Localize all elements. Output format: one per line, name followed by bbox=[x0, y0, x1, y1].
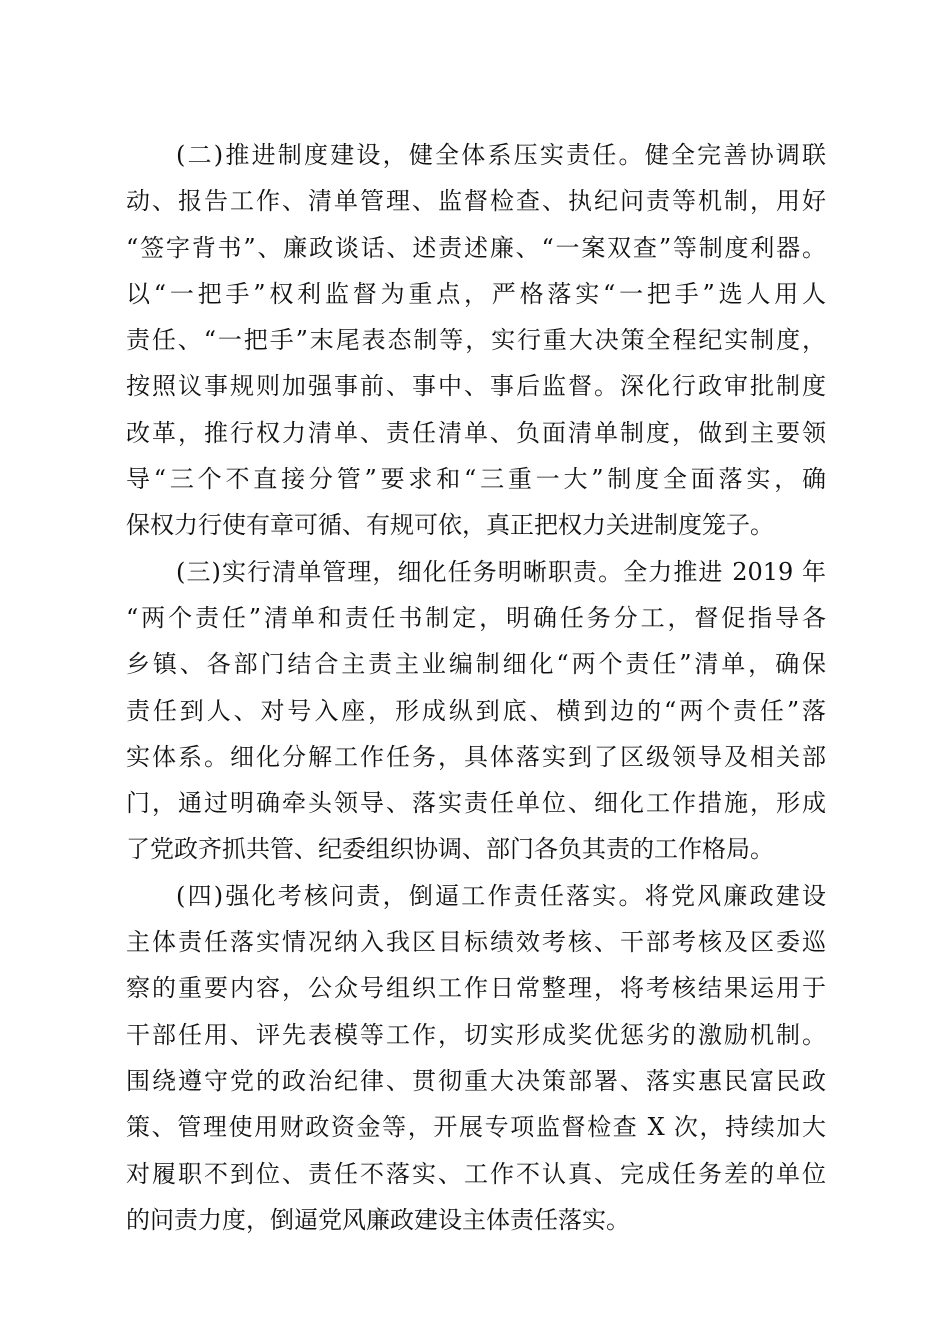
text-line: 主体责任落实情况纳入我区目标绩效考核、干部考核及区委巡 bbox=[126, 928, 826, 957]
text-line: 乡镇、各部门结合主责主业编制细化“两个责任”清单，确保 bbox=[126, 650, 826, 679]
text-line: 干部任用、评先表模等工作，切实形成奖优惩劣的激励机制。 bbox=[126, 1020, 826, 1049]
text-line: 动、报告工作、清单管理、监督检查、执纪问责等机制，用好 bbox=[126, 187, 826, 216]
text-line: (二)推进制度建设，健全体系压实责任。健全完善协调联 bbox=[176, 141, 826, 169]
text-line: 导“三个不直接分管”要求和“三重一大”制度全面落实，确 bbox=[126, 465, 826, 494]
text-line: 责任、“一把手”末尾表态制等，实行重大决策全程纪实制度， bbox=[126, 326, 826, 355]
text-line: 保权力行使有章可循、有规可依，真正把权力关进制度笼子。 bbox=[126, 511, 774, 540]
text-line: 了党政齐抓共管、纪委组织协调、部门各负其责的工作格局。 bbox=[126, 835, 774, 864]
text-line: “两个责任”清单和责任书制定，明确任务分工，督促指导各 bbox=[126, 603, 826, 632]
document-body bbox=[126, 132, 826, 1243]
text-line: 改革，推行权力清单、责任清单、负面清单制度，做到主要领 bbox=[126, 418, 826, 447]
paragraph-4 bbox=[126, 873, 826, 1243]
text-line: 围绕遵守党的政治纪律、贯彻重大决策部署、落实惠民富民政 bbox=[126, 1066, 826, 1095]
text-line: 策、管理使用财政资金等，开展专项监督检查 X 次，持续加大 bbox=[126, 1113, 826, 1142]
text-line: 的问责力度，倒逼党风廉政建设主体责任落实。 bbox=[126, 1205, 630, 1234]
text-line: (四)强化考核问责，倒逼工作责任落实。将党风廉政建设 bbox=[176, 881, 826, 910]
text-line: 实体系。细化分解工作任务，具体落实到了区级领导及相关部 bbox=[126, 742, 826, 771]
text-line: (三)实行清单管理，细化任务明晰职责。全力推进 2019 年 bbox=[176, 557, 826, 586]
text-line: “签字背书”、廉政谈话、述责述廉、“一案双查”等制度利器。 bbox=[126, 233, 826, 262]
text-line: 对履职不到位、责任不落实、工作不认真、完成任务差的单位 bbox=[126, 1159, 826, 1188]
paragraph-3 bbox=[126, 549, 826, 873]
text-line: 责任到人、对号入座，形成纵到底、横到边的“两个责任”落 bbox=[126, 696, 826, 725]
text-line: 察的重要内容，公众号组织工作日常整理，将考核结果运用于 bbox=[126, 974, 826, 1003]
text-line: 按照议事规则加强事前、事中、事后监督。深化行政审批制度 bbox=[126, 372, 826, 401]
paragraph-2 bbox=[126, 132, 826, 549]
text-line: 以“一把手”权利监督为重点，严格落实“一把手”选人用人 bbox=[126, 279, 826, 308]
text-line: 门，通过明确牵头领导、落实责任单位、细化工作措施，形成 bbox=[126, 789, 826, 818]
